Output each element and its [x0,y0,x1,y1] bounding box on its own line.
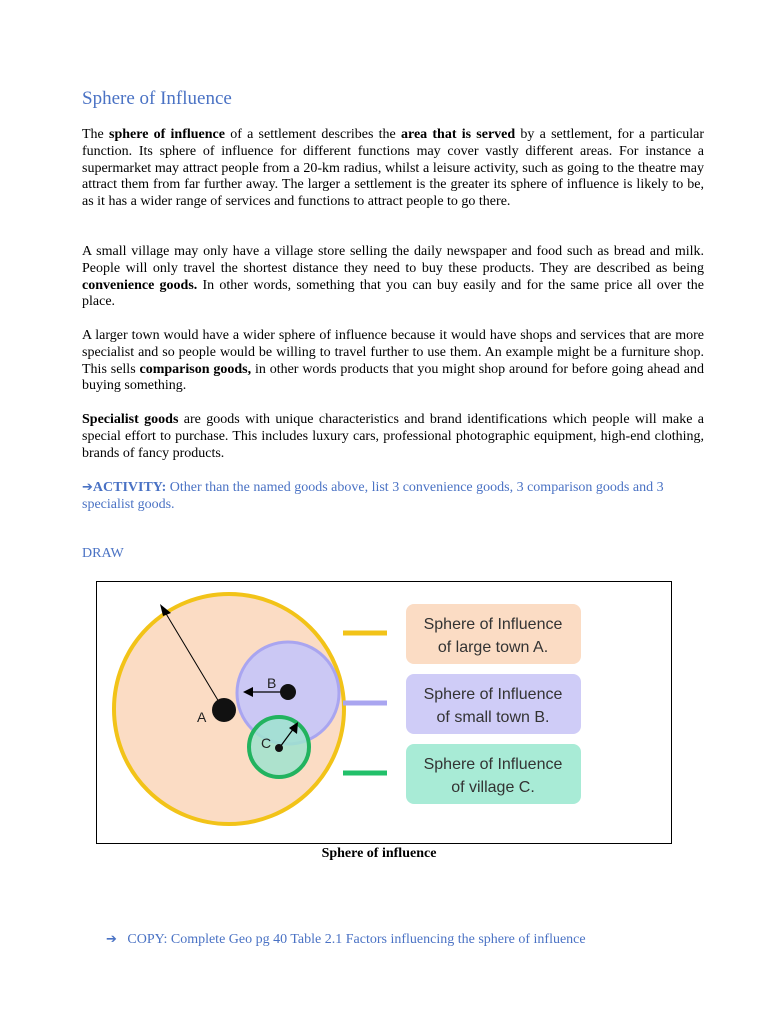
paragraph-specialist-goods [82,412,704,462]
draw-label: DRAW [82,546,124,561]
label-a: A [197,709,207,725]
paragraph-definition [82,127,704,211]
arrow-right-icon: ➔ [82,480,93,495]
sphere-of-influence-diagram [96,581,672,844]
text-run: The [82,127,109,142]
text-run: A larger town would have a wider sphere of influence because it would have shops and services that are more specialist and so people would be willing to travel further to use them. An example might be a furniture shop. This sells [82,328,704,377]
bold-term: area that is served [400,127,516,142]
activity-label: ACTIVITY: [92,480,167,495]
legend-item-town-b [343,674,581,734]
legend-c-line2: of village C. [451,779,535,796]
legend-c-line1: Sphere of Influence [423,756,563,773]
text-run: of a settlement describes the [224,127,401,142]
legend-item-village-c [343,744,581,804]
bold-term: convenience goods. [82,277,198,293]
label-c: C [261,735,272,751]
paragraph-comparison-goods [82,328,704,395]
activity-instruction [82,480,704,514]
legend-b-line2: of small town B. [436,709,550,726]
copy-text: COPY: Complete Geo pg 40 Table 2.1 Factors influencing the sphere of influence [127,932,586,947]
legend-b-line1: Sphere of Influence [423,686,563,703]
label-b: B [267,675,277,691]
town-b-dot [280,684,296,700]
figure-caption: Sphere of influence [321,846,437,861]
page-title: Sphere of Influence [82,88,232,109]
town-a-dot [212,698,236,722]
village-c-dot [275,744,283,752]
legend-item-town-a [343,604,581,664]
arrow-right-icon: ➔ [106,932,117,947]
text-run: A small village may only have a village store selling the daily newspaper and food such as bread and milk. People will only travel the shortest distance they need to buy these products. They are described as being [82,244,704,276]
diagram-svg [97,582,672,844]
text-run: by a settlement, for a particular function. Its sphere of influence for different functions may cover vastly different areas. For instance a supermarket may attract people from a 20-km radius, whilst a leisure activity, such as going to the theatre may attract them from far further away. The larger a settlement is the greater its sphere of influence is likely to be, as it has a wider range of services and functions to attract people to go there. [82,127,705,210]
legend-a-line1: Sphere of Influence [423,616,563,633]
activity-text: Other than the named goods above, list 3 convenience goods, 3 comparison goods and 3 specialist goods. [82,480,664,512]
paragraph-convenience-goods [82,244,704,311]
copy-instruction [106,932,586,948]
bold-term: sphere of influence [109,127,225,142]
bold-term: Specialist goods [82,412,179,427]
bold-term: comparison goods, [139,361,252,377]
legend-a-line2: of large town A. [437,639,549,656]
text-run: in other words products that you might shop around for before going ahead and buying something. [82,361,704,394]
text-run: are goods with unique characteristics and brand identifications which people will make a special effort to purchase. This includes luxury cars, professional photographic equipment, high-end clothing, brands of fancy products. [82,412,704,461]
text-run: In other words, something that you can buy easily and for the same price all over the place. [82,277,704,310]
